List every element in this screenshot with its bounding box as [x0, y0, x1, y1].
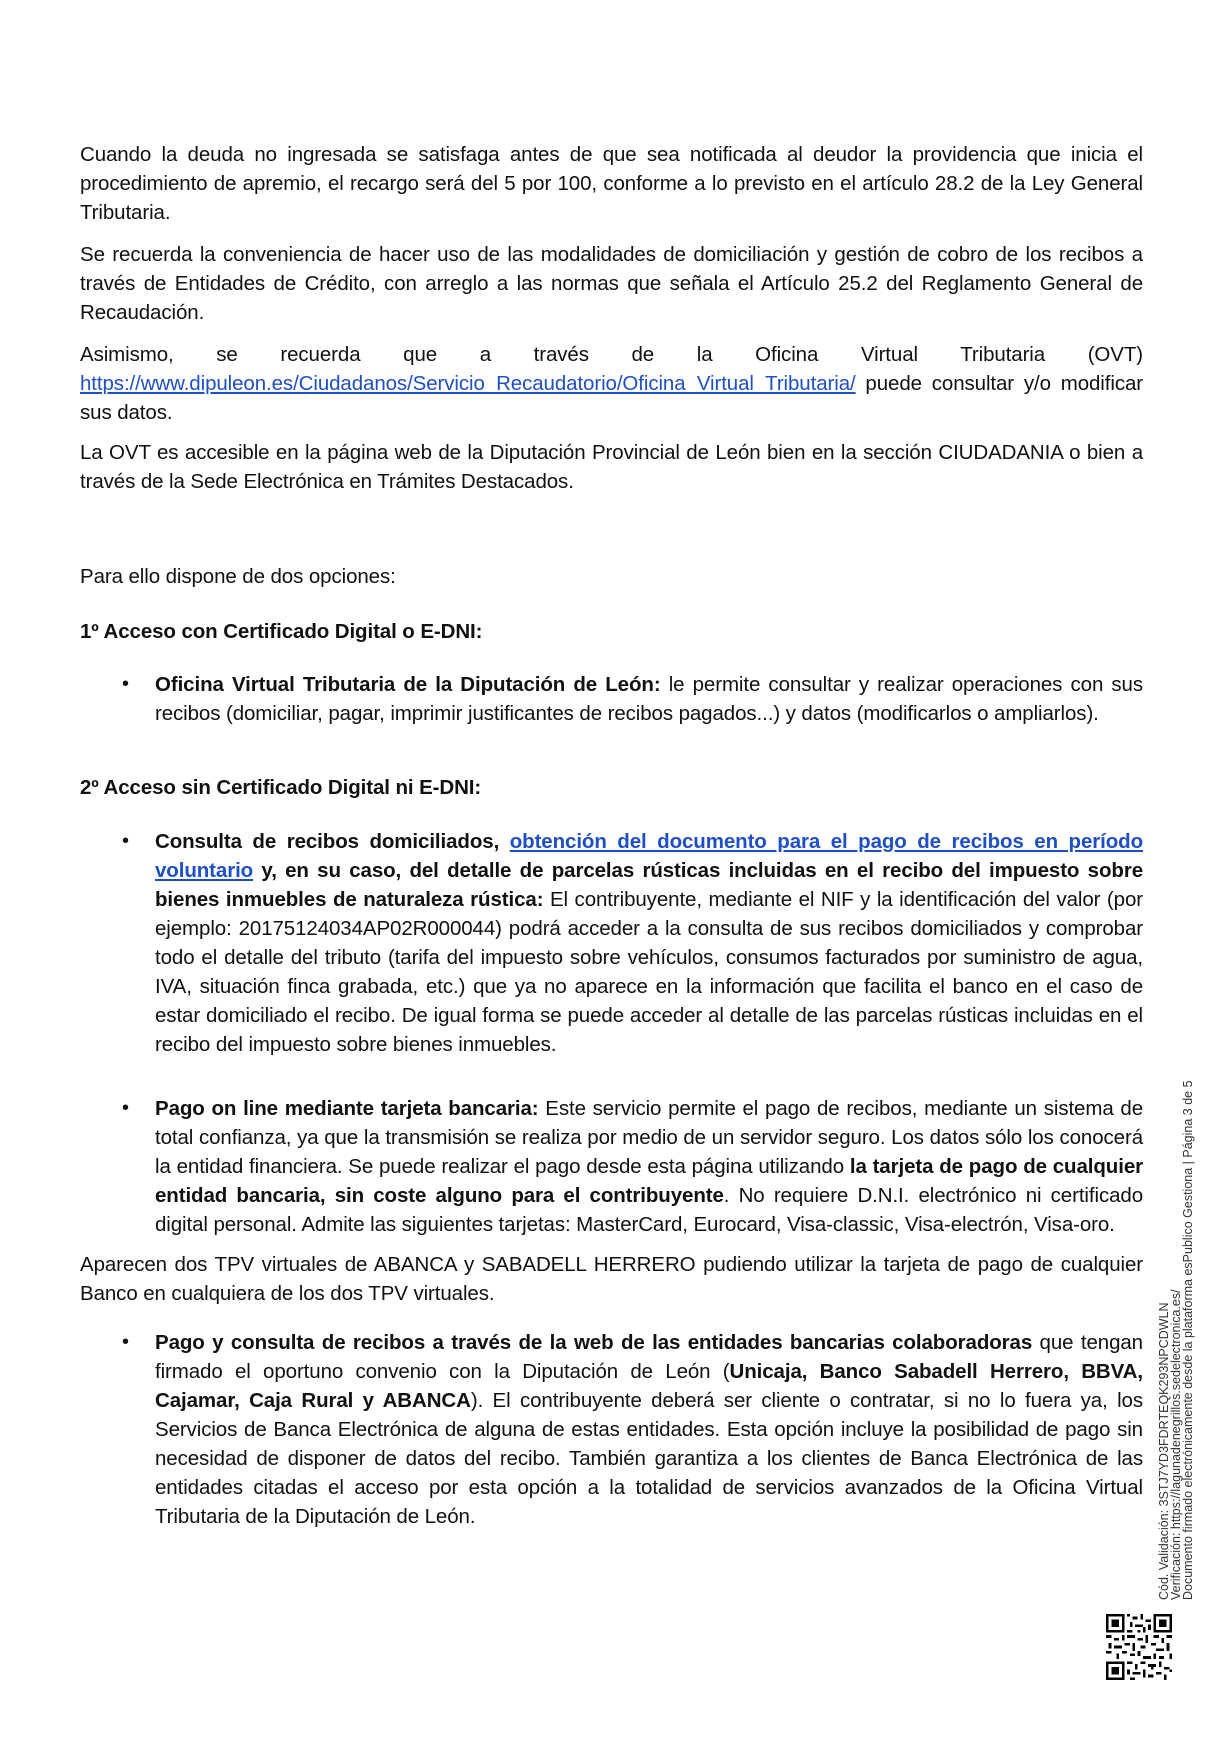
paragraph-domiciliacion: Se recuerda la conveniencia de hacer uso de las modalidades de domiciliación y gestión de cobro de los recibos a través de Entidades de Crédito, con arreglo a las normas que señala el Artículo 25.2 del Reglamento General de Recaudación.: [80, 243, 1143, 324]
paragraph-ovt: [80, 340, 1143, 427]
section-heading-without-certificate: 2º Acceso sin Certificado Digital ni E-DNI:: [80, 776, 482, 799]
bullet-icon: •: [122, 830, 130, 852]
list-item-text: Este servicio permite el pago de recibos, mediante un sistema de total confianza, ya que la transmisión se realiza por medio de un servidor seguro. Los datos sólo los conocerá la entidad financiera. Se puede realizar el pago desde esta página utilizando: [155, 1097, 1143, 1178]
list-item-title: Pago on line mediante tarjeta bancaria:: [155, 1097, 539, 1120]
side-verification-url: Verificación: https://lagunadenegrillos.sedelectronica.es/: [1169, 1289, 1183, 1600]
side-signature-page-info: Documento firmado electrónicamente desde la plataforma esPublico Gestiona | Página 3 de 5: [1181, 1080, 1195, 1600]
list-item-text-cont: . No requiere D.N.I. electrónico ni certificado digital personal. Admite las siguientes tarjetas: MasterCard, Eurocard, Visa-classic, Visa-electrón, Visa-oro.: [155, 1184, 1143, 1236]
list-item-text: que tengan firmado el oportuno convenio con la Diputación de León (: [155, 1331, 1143, 1383]
list-item-ovt-diputacion: [155, 670, 1143, 728]
bullet-icon: •: [122, 1097, 130, 1119]
bullet-icon: •: [122, 673, 130, 695]
list-item-emphasis: la tarjeta de pago de cualquier entidad bancaria, sin coste alguno para el contribuyente: [155, 1155, 1143, 1207]
list-item-title: Oficina Virtual Tributaria de la Diputación de León:: [155, 673, 661, 696]
documento-pago-link[interactable]: obtención del documento para el pago de recibos en período voluntario: [155, 830, 1144, 882]
paragraph-options-intro: Para ello dispone de dos opciones:: [80, 565, 396, 588]
list-item-entidades-colaboradoras: [155, 1328, 1143, 1531]
list-item-title-cont: y, en su caso, del detalle de parcelas rústicas incluidas en el recibo del impuesto sobre bienes inmuebles de naturaleza rústica:: [155, 859, 1143, 911]
list-item-title: Consulta de recibos domiciliados,: [155, 830, 510, 853]
ovt-url-link[interactable]: https://www.dipuleon.es/Ciudadanos/Servicio_Recaudatorio/Oficina_Virtual_Tributaria/: [80, 372, 856, 395]
paragraph-tpv-virtuales: Aparecen dos TPV virtuales de ABANCA y SABADELL HERRERO pudiendo utilizar la tarjeta de pago de cualquier Banco en cualquiera de los dos TPV virtuales.: [80, 1253, 1143, 1305]
list-item-consulta-recibos: [155, 827, 1143, 1059]
list-item-text: le permite consultar y realizar operaciones con sus recibos (domiciliar, pagar, imprimir justificantes de recibos pagados...) y datos (modificarlos o ampliarlos).: [155, 673, 1143, 725]
side-validation-code: Cód. Validación: 3STJ7YD3FDRTEQK293NPCDWLN: [1157, 1302, 1171, 1600]
qr-code-icon: [1106, 1614, 1172, 1680]
list-item-text: El contribuyente, mediante el NIF y la identificación del valor (por ejemplo: 20175124034AP02R000044) podrá acceder a la consulta de sus recibos domiciliados y comprobar todo el detalle del tributo (tarifa del impuesto sobre vehículos, consumos facturados por suministro de agua, IVA, situación finca grabada, etc.) que ya no aparece en la información que facilita el banco en el caso de estar domiciliado el recibo. De igual forma se puede acceder al detalle de las parcelas rústicas incluidas en el recibo del impuesto sobre bienes inmuebles.: [155, 888, 1143, 1056]
list-item-banks: Unicaja, Banco Sabadell Herrero, BBVA, Cajamar, Caja Rural y ABANCA: [155, 1360, 1143, 1412]
paragraph-ovt-tail: puede consultar y/o modificar sus datos.: [80, 372, 1143, 424]
paragraph-ovt-intro: Asimismo, se recuerda que a través de la Oficina Virtual Tributaria (OVT): [80, 343, 1143, 366]
paragraph-ovt-access: La OVT es accesible en la página web de la Diputación Provincial de León bien en la sección CIUDADANIA o bien a través de la Sede Electrónica en Trámites Destacados.: [80, 441, 1143, 493]
list-item-pago-tarjeta: [155, 1094, 1143, 1239]
section-heading-with-certificate: 1º Acceso con Certificado Digital o E-DNI:: [80, 620, 483, 643]
bullet-icon: •: [122, 1331, 130, 1353]
list-item-text-cont: ). El contribuyente deberá ser cliente o contratar, si no lo fuera ya, los Servicios de Banca Electrónica de alguna de estas entidades. Esta opción incluye la posibilidad de pago sin necesidad de disponer de datos del recibo. También garantiza a los clientes de Banca Electrónica de las entidades citadas el acceso por esta opción a la totalidad de servicios avanzados de la Oficina Virtual Tributaria de la Diputación de León.: [155, 1389, 1143, 1528]
list-item-title: Pago y consulta de recibos a través de la web de las entidades bancarias colaboradoras: [155, 1331, 1033, 1354]
paragraph-recargo: Cuando la deuda no ingresada se satisfaga antes de que sea notificada al deudor la providencia que inicia el procedimiento de apremio, el recargo será del 5 por 100, conforme a lo previsto en el artículo 28.2 de la Ley General Tributaria.: [80, 143, 1143, 224]
